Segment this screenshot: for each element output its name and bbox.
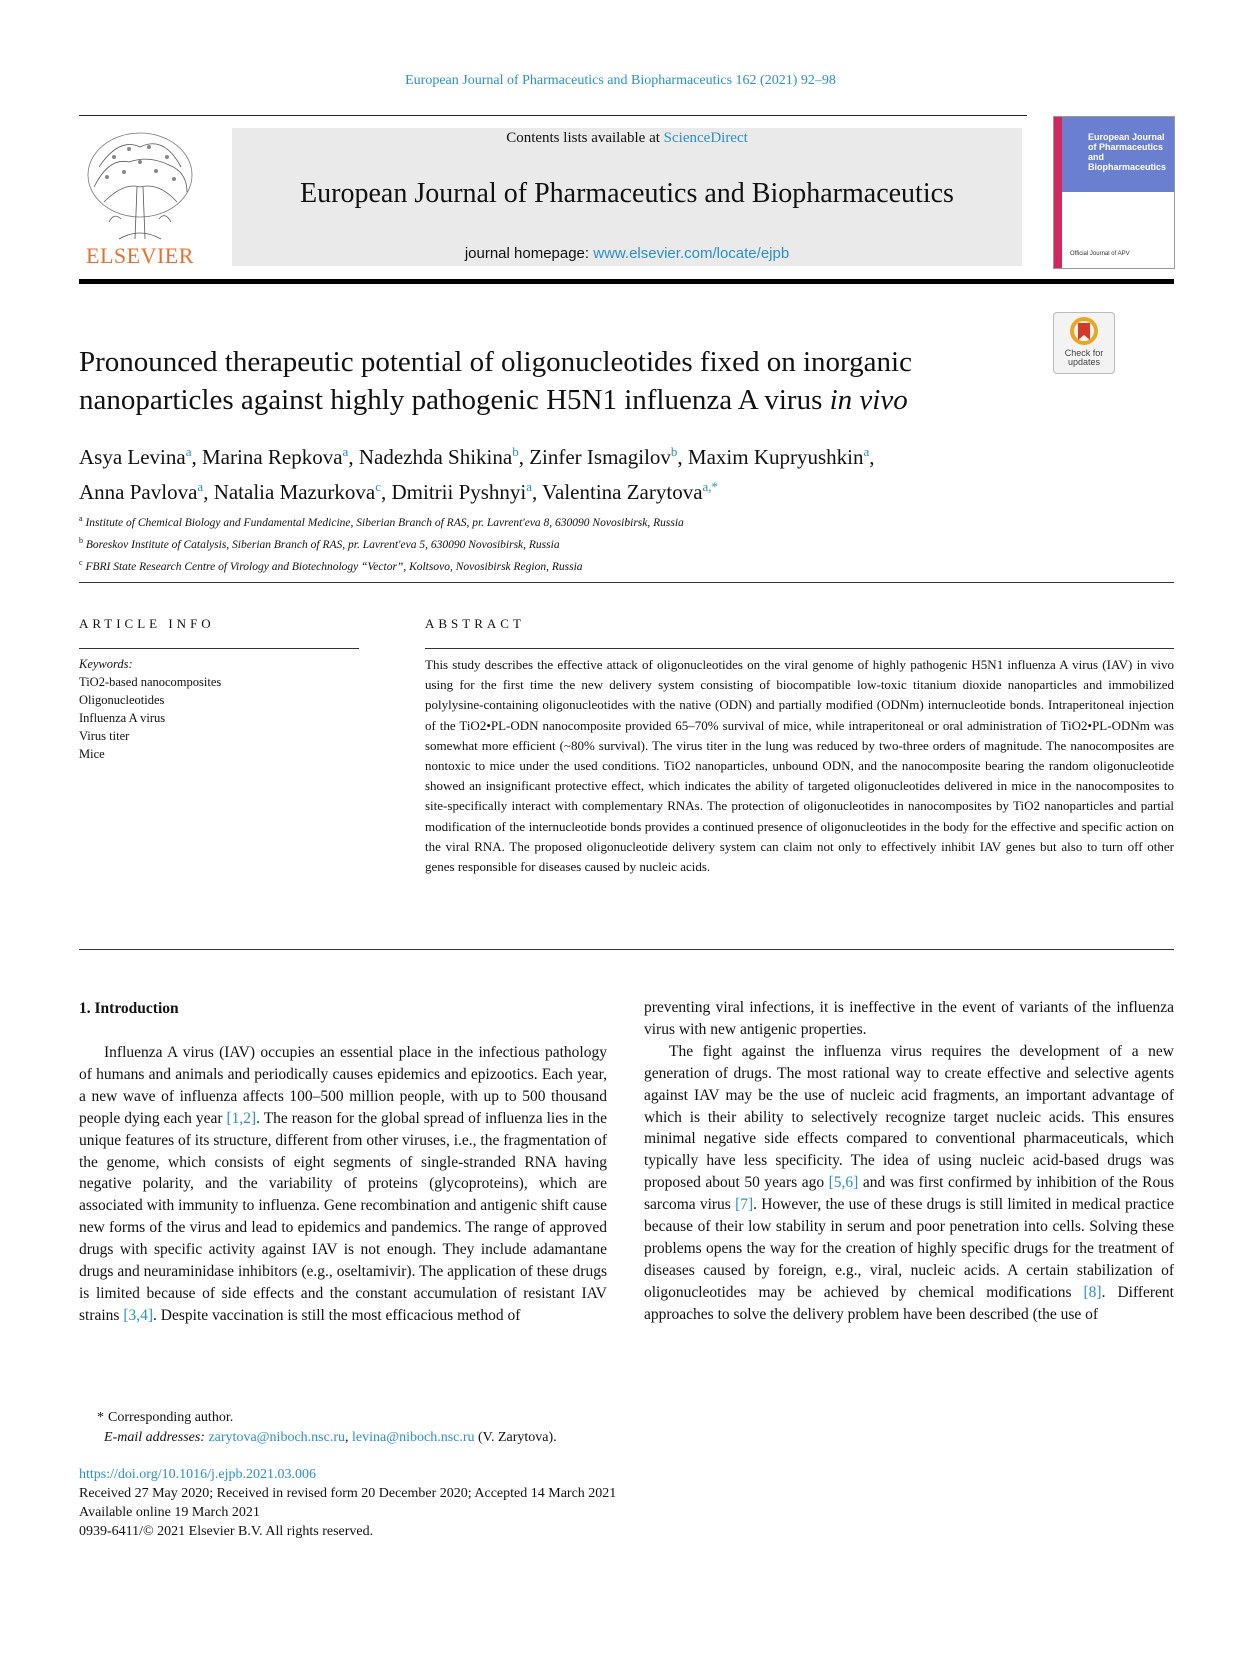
sciencedirect-link[interactable]: ScienceDirect	[663, 130, 748, 146]
affiliations	[79, 510, 979, 575]
author-line-1: Asya Levina$^a$, Marina Repkova$^a$, Nadezhda Shikina$^b$, Zinfer Ismagilov$^b$, Maxim Kupryushkin$^a$,	[79, 444, 875, 469]
author[interactable]: Nadezhda Shikina$^b$	[358, 444, 519, 469]
doi-link[interactable]: https://doi.org/10.1016/j.ejpb.2021.03.006	[79, 1467, 316, 1482]
affiliation: $^b$ Boreskov Institute of Catalysis, Siberian Branch of RAS, pr. Lavrent'eva 5, 630090 Novosibirsk, Russia	[79, 535, 560, 551]
author-list	[79, 437, 1079, 507]
copyright: 0939-6411/© 2021 Elsevier B.V. All rights reserved.	[79, 1524, 374, 1539]
citation-link[interactable]: [3,4]	[123, 1306, 154, 1324]
cover-title: European Journal of Pharmaceutics and Biopharmaceutics	[1088, 132, 1167, 172]
homepage-link[interactable]: www.elsevier.com/locate/ejpb	[593, 245, 790, 262]
body-column-right	[644, 997, 1174, 1326]
footnote-star: *	[97, 1410, 104, 1425]
info-divider	[79, 648, 359, 649]
affiliation: $^c$ FBRI State Research Centre of Virology and Biotechnology “Vector”, Koltsovo, Novosibirsk Region, Russia	[79, 557, 583, 573]
check-for-updates-button[interactable]: Check for updates	[1053, 312, 1115, 374]
citation-link[interactable]: [7]	[735, 1196, 754, 1214]
author[interactable]: Anna Pavlova$^a$	[79, 479, 204, 504]
keyword: Influenza A virus	[79, 711, 166, 725]
email-link[interactable]: zarytova@niboch.nsc.ru	[208, 1430, 345, 1445]
masthead-thick-rule	[79, 279, 1174, 284]
citation-link[interactable]: [8]	[1083, 1283, 1102, 1301]
abstract-text: This study describes the effective attack of oligonucleotides on the viral genome of highly pathogenic H5N1 influenza A virus (IAV) in vivo using for the first time the new delivery system consisting of biocompatible low-toxic titanium dioxide nanoparticles and immobilized polylysine-containing oligonucleotides with the native (ODN) and partially modified (ODNm) internucleotide bonds. Intraperitoneal injection of the TiO2•PL-ODN nanocomposite provided 65–70% survival of mice, while intraperitoneal or oral administration of TiO2•PL-ODNm was somewhat more efficient (~80% survival). The virus titer in the lung was reduced by two-three orders of magnitude. The nanocomposites are nontoxic to mice under the used conditions. TiO2 nanoparticles, unbound ODN, and the nanocomposite bearing the random oligonucleotide showed an insignificant protective effect, which indicates the ability of targeted oligonucleotides delivered in mice in the nanocomposites to site-specifically interact with complementary RNAs. The protection of oligonucleotides in nanocomposites by TiO2 nanoparticles and partial modification of the internucleotide bonds provides a continued presence of oligonucleotides in the body for the effective and specific action on the viral RNA. The proposed oligonucleotide delivery system can claim not only to effectively inhibit IAV genes but also to turn off other genes responsible for diseases caused by nucleic acids.	[425, 657, 1174, 875]
cover-official-journal: Official Journal of APV	[1070, 251, 1130, 257]
abstract-divider	[425, 648, 1174, 649]
author[interactable]: Maxim Kupryushkin$^a$	[687, 444, 870, 469]
paragraph: Influenza A virus (IAV) occupies an essential place in the infectious pathology of humans and animals and periodically causes epidemics and epizootics. Each year, a new wave of influenza affects 100–500 million people, with up to 500 thousand people dying each year [1,2]. The reason for the global spread of influenza lies in the unique features of its structure, different from other viruses, i.e., the fragmentation of the genome, which consists of eight segments of single-stranded RNA having negative polarity, and the variability of proteins (glycoproteins), which are associated with immunity to influenza. Gene recombination and antigenic shift cause new forms of the virus and lead to epidemics and pandemics. The range of approved drugs with specific activity against IAV is not enough. They include adamantane drugs and neuraminidase inhibitors (e.g., oseltamivir). The application of these drugs is limited because of side effects and the constant accumulation of resistant IAV strains [3,4]. Despite vaccination is still the most efficacious method of	[79, 1044, 607, 1324]
elsevier-wordmark: ELSEVIER	[86, 243, 194, 268]
paragraph: preventing viral infections, it is ineffective in the event of variants of the influenza virus with new antigenic properties.	[644, 999, 1174, 1038]
email-link[interactable]: levina@niboch.nsc.ru	[351, 1430, 475, 1445]
abstract-end-divider	[79, 949, 1174, 950]
author[interactable]: Marina Repkova$^a$	[202, 444, 349, 469]
author-line-2: Anna Pavlova$^a$, Natalia Mazurkova$^c$, Dmitrii Pyshnyi$^a$, Valentina Zarytova$^{a,*}$	[79, 479, 719, 504]
journal-homepage: journal homepage: www.elsevier.com/locate/ejpb	[464, 245, 790, 262]
author[interactable]: Natalia Mazurkova$^c$	[213, 479, 381, 504]
section-divider	[79, 582, 1174, 583]
paragraph: The fight against the influenza virus requires the development of a new generation of drugs. The most rational way to create effective and selective agents against IAV may be the use of nucleic acid fragments, an important advantage of which is their ability to selectively recognize target nucleic acids. This ensures minimal negative side effects compared to conventional pharmaceuticals, which typically have less specificity. The idea of using nucleic acid-based drugs was proposed about 50 years ago [5,6] and was first confirmed by inhibition of the Rous sarcoma virus [7]. However, the use of these drugs is still limited in medical practice because of their low stability in serum and poor penetration into cells. Solving these problems opens the way for the creation of highly specific drugs for the treatment of diseases caused by foreign, e.g., viral, nucleic acids. A certain stabilization of oligonucleotides may be achieved by chemical modifications [8]. Different approaches to solve the delivery problem have been described (the use of	[644, 1042, 1175, 1323]
journal-title: European Journal of Pharmaceutics and Biopharmaceutics	[300, 178, 954, 209]
author[interactable]: Dmitrii Pyshnyi$^a$	[391, 479, 533, 504]
article-title: Pronounced therapeutic potential of oligonucleotides fixed on inorganic nanoparticles against highly pathogenic H5N1 influenza A virus in vivo	[79, 346, 912, 416]
section-heading-introduction: 1. Introduction	[79, 1000, 179, 1017]
keyword: Mice	[79, 747, 105, 761]
journal-citation-link[interactable]: European Journal of Pharmaceutics and Biopharmaceutics 162 (2021) 92–98	[405, 73, 836, 88]
author[interactable]: Valentina Zarytova$^{a,*}$	[542, 479, 719, 504]
citation-link[interactable]: [5,6]	[828, 1174, 859, 1192]
received-dates: Received 27 May 2020; Received in revised form 20 December 2020; Accepted 14 March 2021	[79, 1486, 617, 1501]
corresponding-author-footnote: * Corresponding author. E-mail addresses: zarytova@niboch.nsc.ru, levina@niboch.nsc.ru (V. Zarytova).	[79, 1408, 557, 1448]
publication-info	[79, 1465, 616, 1541]
author[interactable]: Asya Levina$^a$	[79, 444, 192, 469]
journal-masthead	[232, 128, 1022, 266]
contents-line: Contents lists available at ScienceDirect	[506, 130, 748, 146]
available-online: Available online 19 March 2021	[79, 1505, 260, 1520]
keywords-label: Keywords:	[79, 657, 133, 671]
citation-link[interactable]: [1,2]	[226, 1109, 257, 1127]
keywords-list	[79, 655, 221, 763]
journal-cover-thumbnail	[1053, 116, 1175, 269]
body-column-left	[79, 1042, 607, 1327]
abstract-heading: ABSTRACT	[425, 616, 525, 631]
keyword: Oligonucleotides	[79, 693, 165, 707]
keyword: TiO2-based nanocomposites	[79, 675, 222, 689]
article-info-heading: ARTICLE INFO	[79, 616, 215, 631]
bookmark-ribbon-icon	[1067, 316, 1101, 350]
author[interactable]: Zinfer Ismagilov$^b$	[529, 444, 678, 469]
header-divider	[79, 115, 1027, 116]
affiliation: $^a$ Institute of Chemical Biology and Fundamental Medicine, Siberian Branch of RAS, pr. Lavrent'eva 8, 630090 Novosibirsk, Russia	[79, 514, 684, 529]
keyword: Virus titer	[79, 729, 130, 743]
